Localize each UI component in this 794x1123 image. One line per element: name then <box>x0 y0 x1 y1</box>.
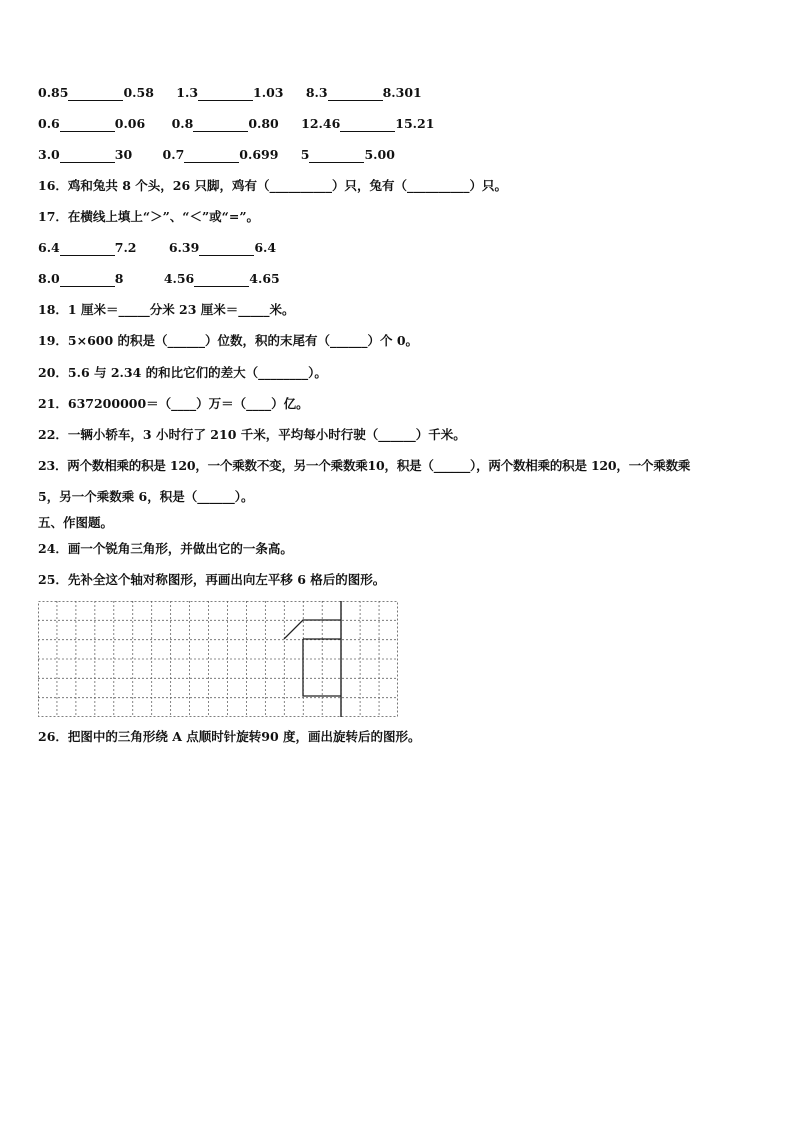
question-23-line-2: 5，另一个乘数乘 6，积是（______）。 <box>38 489 254 504</box>
question-22: 22．一辆小轿车，3 小时行了 210 千米，平均每小时行驶（______）千米。 <box>38 427 466 442</box>
compare-item <box>164 271 280 287</box>
right-number: 5.00 <box>364 147 395 162</box>
question-19: 19．5×600 的积是（______）位数，积的末尾有（______）个 0。 <box>38 333 419 348</box>
question-26: 26．把图中的三角形绕 A 点顺时针旋转90 度，画出旋转后的图形。 <box>38 729 421 744</box>
answer-blank[interactable] <box>328 88 383 101</box>
left-number: 6.39 <box>168 240 200 255</box>
left-number: 1.3 <box>176 85 199 100</box>
compare-item <box>176 85 283 101</box>
compare-row-3 <box>38 147 413 163</box>
compare-item <box>38 240 137 256</box>
question-16: 16．鸡和兔共 8 个头，26 只脚，鸡有（__________）只，兔有（__________）只。 <box>38 178 508 193</box>
question-25: 25．先补全这个轴对称图形，再画出向左平移 6 格后的图形。 <box>38 572 386 587</box>
compare-row-1 <box>38 85 440 101</box>
left-number: 12.46 <box>301 116 341 131</box>
compare-row-2 <box>38 116 452 132</box>
answer-blank[interactable] <box>60 119 115 132</box>
q17-row-2 <box>38 271 298 287</box>
right-number: 0.699 <box>239 147 279 162</box>
question-21: 21．637200000＝（____）万＝（____）亿。 <box>38 396 309 411</box>
compare-item <box>301 116 434 132</box>
right-number: 1.03 <box>253 85 284 100</box>
compare-item <box>38 116 145 132</box>
compare-item <box>172 116 279 132</box>
answer-blank[interactable] <box>68 88 123 101</box>
section-heading: 五、作图题。 <box>38 515 114 530</box>
question-18: 18．1 厘米＝_____分米 23 厘米＝_____米。 <box>38 302 295 317</box>
right-number: 15.21 <box>395 116 435 131</box>
right-number: 8.301 <box>382 85 422 100</box>
left-number: 8.0 <box>38 271 60 286</box>
answer-blank[interactable] <box>194 274 249 287</box>
question-24: 24．画一个锐角三角形，并做出它的一条高。 <box>38 541 293 556</box>
right-number: 30 <box>114 147 133 162</box>
answer-blank[interactable] <box>60 243 115 256</box>
answer-blank[interactable] <box>184 150 239 163</box>
compare-item <box>169 240 276 256</box>
answer-blank[interactable] <box>60 150 115 163</box>
answer-blank[interactable] <box>199 243 254 256</box>
q17-row-1 <box>38 240 294 256</box>
drawing-grid[interactable] <box>38 601 398 717</box>
compare-item <box>38 85 154 101</box>
left-number: 8.3 <box>305 85 328 100</box>
answer-blank[interactable] <box>340 119 395 132</box>
compare-item <box>38 271 123 287</box>
right-number: 7.2 <box>114 240 137 255</box>
left-number: 3.0 <box>38 147 60 162</box>
compare-item <box>306 85 422 101</box>
question-20: 20．5.6 与 2.34 的和比它们的差大（________）。 <box>38 365 327 380</box>
answer-blank[interactable] <box>60 274 115 287</box>
right-number: 0.06 <box>114 116 146 131</box>
right-number: 8 <box>114 271 124 286</box>
right-number: 6.4 <box>254 240 277 255</box>
answer-blank[interactable] <box>309 150 364 163</box>
question-17: 17．在横线上填上“＞”、“＜”或“=”。 <box>38 209 260 224</box>
left-number: 5 <box>300 147 310 162</box>
right-number: 0.80 <box>248 116 279 131</box>
shape-top-edge <box>284 620 341 639</box>
compare-item <box>38 147 132 163</box>
answer-blank[interactable] <box>198 88 253 101</box>
left-number: 6.4 <box>38 240 60 255</box>
grid-svg <box>38 601 398 717</box>
compare-item <box>163 147 279 163</box>
compare-item <box>301 147 395 163</box>
left-number: 0.7 <box>162 147 185 162</box>
shape-lower-edge <box>303 639 341 696</box>
left-number: 0.85 <box>38 85 69 100</box>
left-number: 0.6 <box>38 116 60 131</box>
left-number: 0.8 <box>171 116 194 131</box>
grid-lines <box>38 601 398 717</box>
right-number: 4.65 <box>249 271 280 286</box>
answer-blank[interactable] <box>193 119 248 132</box>
left-number: 4.56 <box>163 271 195 286</box>
right-number: 0.58 <box>123 85 154 100</box>
question-23-line-1: 23．两个数相乘的积是 120，一个乘数不变，另一个乘数乘10，积是（______），两个数相乘的积是 120，一个乘数乘 <box>38 458 691 473</box>
